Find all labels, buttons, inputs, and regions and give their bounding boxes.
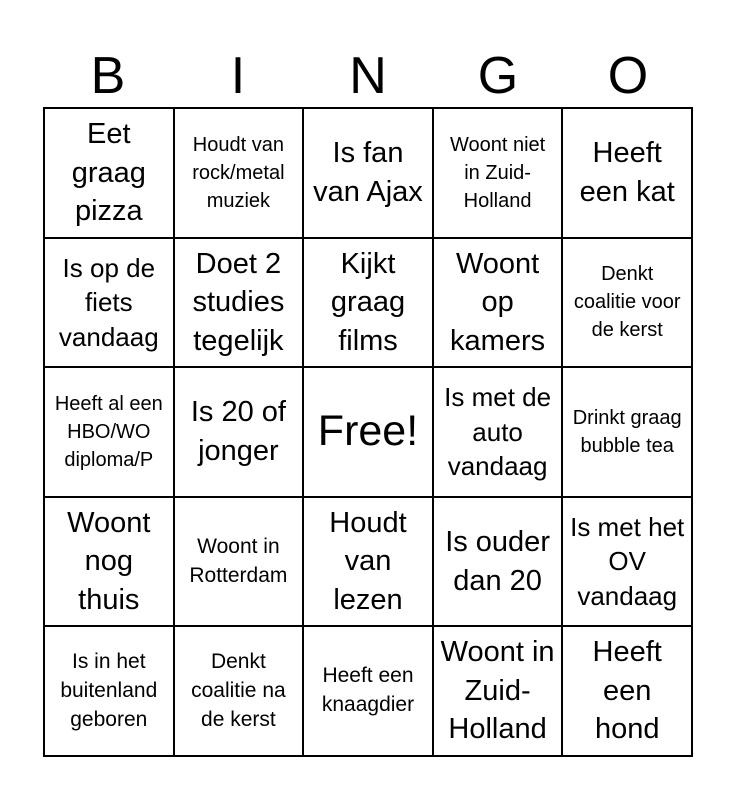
cell-text: Free! — [317, 407, 419, 456]
cell-text: Is 20 of jonger — [190, 396, 286, 467]
cell-text: Kijkt graag films — [330, 247, 406, 357]
cell-text: Is met de auto vandaag — [444, 382, 552, 482]
bingo-cell[interactable] — [434, 368, 564, 498]
bingo-cell[interactable] — [434, 627, 564, 757]
bingo-cell[interactable] — [304, 109, 434, 239]
header-letter-o: O — [607, 47, 649, 105]
cell-text: Is ouder dan 20 — [445, 526, 550, 597]
cell-text: Heeft al een HBO/WO diploma/P — [54, 392, 163, 471]
cell-text: Doet 2 studies tegelijk — [192, 247, 285, 357]
bingo-board — [43, 107, 693, 757]
bingo-cell[interactable] — [563, 627, 693, 757]
bingo-cell[interactable] — [175, 109, 305, 239]
bingo-cell[interactable] — [45, 109, 175, 239]
bingo-cell[interactable] — [175, 498, 305, 628]
bingo-cell[interactable] — [304, 239, 434, 369]
header-letter-g: G — [477, 47, 519, 105]
cell-text: Woont op kamers — [450, 247, 546, 357]
bingo-cell[interactable] — [304, 498, 434, 628]
bingo-cell[interactable] — [175, 239, 305, 369]
cell-text: Denkt coalitie na de kerst — [191, 649, 286, 731]
header-letter-n: N — [349, 47, 387, 105]
free-cell[interactable] — [304, 368, 434, 498]
bingo-cell[interactable] — [175, 627, 305, 757]
bingo-cell[interactable] — [45, 627, 175, 757]
bingo-cell[interactable] — [45, 368, 175, 498]
bingo-cell[interactable] — [304, 627, 434, 757]
cell-text: Drinkt graag bubble tea — [572, 406, 682, 457]
bingo-cell[interactable] — [175, 368, 305, 498]
cell-text: Houdt van rock/metal muziek — [192, 133, 285, 212]
cell-text: Woont nog thuis — [67, 506, 151, 616]
bingo-cell[interactable] — [45, 498, 175, 628]
bingo-cell[interactable] — [45, 239, 175, 369]
cell-text: Is op de fiets vandaag — [58, 252, 159, 352]
cell-text: Houdt van lezen — [329, 506, 407, 616]
cell-text: Heeft een kat — [579, 137, 675, 208]
cell-text: Is fan van Ajax — [313, 137, 423, 208]
header-letter-i: I — [230, 47, 246, 105]
cell-text: Woont niet in Zuid-Holland — [449, 133, 546, 212]
cell-text: Woont in Rotterdam — [189, 534, 288, 587]
cell-text: Heeft een hond — [592, 636, 662, 746]
bingo-cell[interactable] — [563, 109, 693, 239]
bingo-cell[interactable] — [434, 109, 564, 239]
cell-text: Is met het OV vandaag — [570, 511, 685, 611]
bingo-cell[interactable] — [434, 498, 564, 628]
bingo-cell[interactable] — [434, 239, 564, 369]
cell-text: Eet graag pizza — [71, 117, 146, 228]
header-letter-b: B — [90, 47, 126, 105]
cell-text: Woont in Zuid-Holland — [440, 636, 555, 746]
bingo-cell[interactable] — [563, 239, 693, 369]
cell-text: Heeft een knaagdier — [321, 664, 415, 717]
cell-text: Denkt coalitie voor de kerst — [573, 263, 681, 342]
bingo-cell[interactable] — [563, 368, 693, 498]
bingo-cell[interactable] — [563, 498, 693, 628]
bingo-header — [43, 44, 693, 108]
cell-text: Is in het buitenland geboren — [60, 649, 158, 731]
